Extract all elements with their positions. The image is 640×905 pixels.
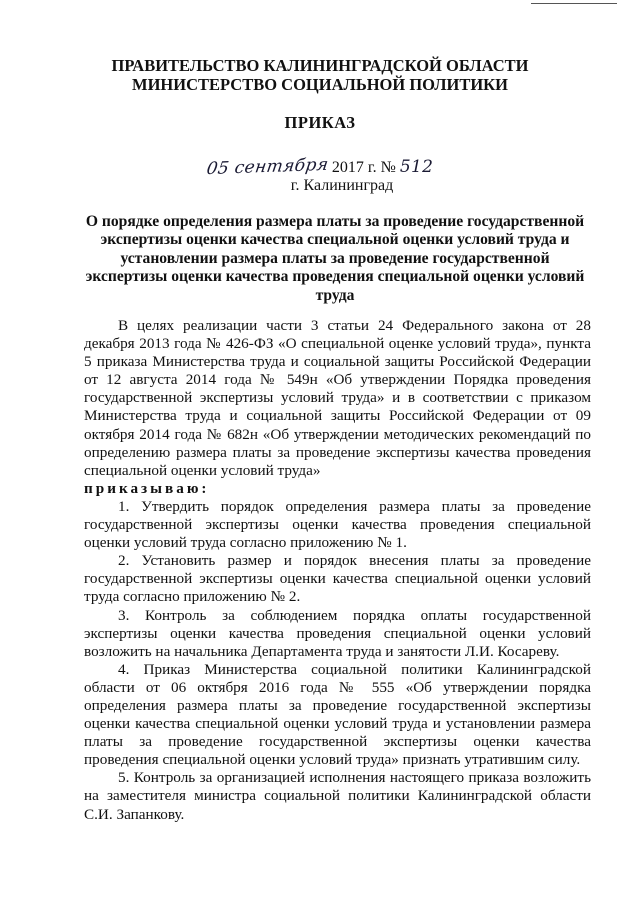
order-item-2: 2. Установить размер и порядок внесения платы за проведение государственной экспертизы оценки качества специальной оценки условий труда согласно приложению № 2.	[84, 552, 591, 606]
order-subject: О порядке определения размера платы за проведение государственной экспертизы оценки качества специальной оценки условий труда и установлении размера платы за проведение государственной экспертизы оценки качества проведения специальной оценки условий труда	[85, 213, 585, 304]
handwritten-number: 512	[399, 157, 434, 177]
order-item-1: 1. Утвердить порядок определения размера платы за проведение государственной экспертизы оценки качества проведения специальной оценки условий труда согласно приложению № 1.	[84, 497, 591, 552]
order-body	[84, 317, 591, 824]
order-title: ПРИКАЗ	[284, 113, 356, 132]
year-and-number-label: 2017 г. №	[327, 159, 400, 176]
government-name: ПРАВИТЕЛЬСТВО КАЛИНИНГРАДСКОЙ ОБЛАСТИ	[111, 56, 529, 75]
order-item-3: 3. Контроль за соблюдением порядка оплаты государственной экспертизы оценки качества проведения специальной оценки условий возложить на начальника Департамента труда и занятости Л.И. Косареву.	[84, 606, 591, 660]
date-line	[0, 154, 640, 180]
order-word: приказываю:	[84, 479, 210, 497]
ministry-name: МИНИСТЕРСТВО СОЦИАЛЬНОЙ ПОЛИТИКИ	[132, 75, 508, 94]
order-item-4: 4. Приказ Министерства социальной политики Калининградской области от 06 октября 2016 года № 555 «Об утверждении порядка определения размера платы за проведение государственной экспертизы оценки качества специальной оценки условий труда и установлении размера платы за проведение государственной экспертизы оценки качества проведения специальной оценки условий труда» признать утратившим силу.	[84, 660, 591, 769]
preamble-paragraph: В целях реализации части 3 статьи 24 Федерального закона от 28 декабря 2013 года № 426-ФЗ «О специальной оценке условий труда», пункта 5 приказа Министерства труда и социальной защиты Российской Федерации от 12 августа 2014 года № 549н «Об утверждении Порядка проведения государственной экспертизы условий труда» и в соответствии с приказом Министерства труда и социальной защиты Российской Федерации от 09 октября 2014 года № 682н «Об утверждении методических рекомендаций по определению размера платы за проведение экспертизы качества проведения специальной оценки условий труда»	[84, 317, 591, 479]
order-item-5: 5. Контроль за организацией исполнения настоящего приказа возложить на заместителя министра социальной политики Калининградской области С.И. Запанкову.	[84, 769, 591, 823]
city: г. Калининград	[290, 177, 394, 194]
top-rule	[531, 3, 617, 4]
handwritten-date: 05 сентября	[205, 154, 330, 180]
document-header	[0, 56, 640, 94]
